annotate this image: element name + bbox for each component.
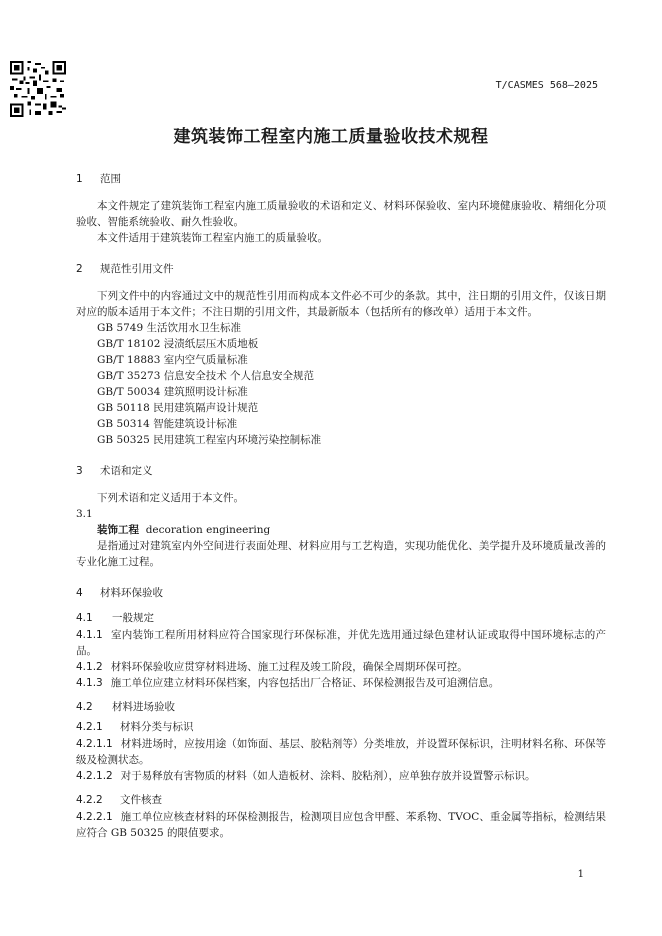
section-heading: [76, 584, 606, 602]
section-number: 2: [76, 263, 83, 275]
subsection-heading: [76, 698, 606, 716]
section-heading: [76, 260, 606, 278]
section-title: 范围: [100, 173, 121, 185]
term-name-en: decoration engineering: [145, 524, 271, 536]
qr-code-icon: [10, 61, 66, 117]
term-entry: [76, 522, 606, 538]
subsubsection-heading: [76, 718, 606, 736]
subsubsection-title: 材料分类与标识: [120, 721, 194, 733]
subsection-number: 4.1: [76, 612, 93, 624]
clause-text: 对于易释放有害物质的材料（如人造板材、涂料、胶粘剂），应单独存放并设置警示标识。: [120, 770, 536, 782]
clause-number: 4.2.1.1: [76, 738, 113, 750]
section-heading: [76, 170, 606, 188]
paragraph: 下列文件中的内容通过文中的规范性引用而构成本文件必不可少的条款。其中，注日期的引用文件，仅该日期对应的版本适用于本文件；不注日期的引用文件，其最新版本（包括所有的修改单）适用于本文件。: [76, 290, 606, 318]
subsubsection-number: 4.2.2: [76, 794, 103, 806]
subsection-title: 一般规定: [112, 612, 154, 624]
clause-text: 室内装饰工程所用材料应符合国家现行环保标准，并优先选用通过绿色建材认证或取得中国环境标志的产品。: [76, 629, 606, 657]
clause-number: 4.1.1: [76, 629, 103, 641]
paragraph: 本文件规定了建筑装饰工程室内施工质量验收的术语和定义、材料环保验收、室内环境健康验收、精细化分项验收、智能系统验收、耐久性验收。: [76, 200, 606, 228]
section-title: 材料环保验收: [100, 587, 163, 599]
term-number: 3.1: [76, 508, 93, 520]
section-number: 3: [76, 465, 83, 477]
section-title: 术语和定义: [100, 465, 153, 477]
section-number: 4: [76, 587, 83, 599]
term-name-cn: 装饰工程: [97, 524, 139, 536]
clause-text: 材料进场时，应按用途（如饰面、基层、胶粘剂等）分类堆放，并设置环保标识，注明材料名称、环保等级及检测状态。: [76, 738, 606, 766]
section-number: 1: [76, 173, 83, 185]
clause: [76, 768, 606, 784]
subsubsection-number: 4.2.1: [76, 721, 103, 733]
clause: [76, 659, 606, 675]
clause: [76, 736, 606, 768]
clause-text: 施工单位应建立材料环保档案，内容包括出厂合格证、环保检测报告及可追溯信息。: [110, 677, 500, 689]
subsection-title: 材料进场验收: [112, 701, 175, 713]
subsubsection-heading: [76, 791, 606, 809]
clause-number: 4.2.1.2: [76, 770, 113, 782]
clause-number: 4.1.3: [76, 677, 103, 689]
document-title: 建筑装饰工程室内施工质量验收技术规程: [173, 127, 489, 147]
reference-item: GB 50118 民用建筑隔声设计规范: [97, 402, 259, 414]
reference-item: GB/T 18883 室内空气质量标准: [97, 354, 248, 366]
section-title: 规范性引用文件: [100, 263, 174, 275]
reference-item: GB/T 35273 信息安全技术 个人信息安全规范: [97, 370, 315, 382]
clause: [76, 675, 606, 691]
reference-item: GB 50325 民用建筑工程室内环境污染控制标准: [97, 434, 322, 446]
clause-text: 材料环保验收应贯穿材料进场、施工过程及竣工阶段，确保全周期环保可控。: [110, 661, 468, 673]
clause-number: 4.1.2: [76, 661, 103, 673]
clause: [76, 809, 606, 841]
clause: [76, 627, 606, 659]
section-heading: [76, 462, 606, 480]
reference-item: GB 50314 智能建筑设计标准: [97, 418, 238, 430]
document-body: [76, 170, 606, 841]
subsubsection-title: 文件核查: [120, 794, 162, 806]
paragraph: 下列术语和定义适用于本文件。: [97, 492, 244, 504]
paragraph: 本文件适用于建筑装饰工程室内施工的质量验收。: [97, 232, 328, 244]
reference-item: GB 5749 生活饮用水卫生标准: [97, 322, 242, 334]
page-number: 1: [577, 869, 584, 880]
page-number-row: [0, 862, 662, 881]
reference-item: GB/T 18102 浸渍纸层压木质地板: [97, 338, 259, 350]
reference-item: GB/T 50034 建筑照明设计标准: [97, 386, 248, 398]
subsection-heading: [76, 609, 606, 627]
clause-number: 4.2.2.1: [76, 811, 113, 823]
term-definition: 是指通过对建筑室内外空间进行表面处理、材料应用与工艺构造，实现功能优化、美学提升及环境质量改善的专业化施工过程。: [76, 540, 606, 568]
clause-text: 施工单位应核查材料的环保检测报告，检测项目应包含甲醛、苯系物、TVOC、重金属等指标，检测结果应符合 GB 50325 的限值要求。: [76, 811, 606, 839]
subsection-number: 4.2: [76, 701, 93, 713]
standard-number: T/CASMES 568—2025: [495, 80, 598, 91]
